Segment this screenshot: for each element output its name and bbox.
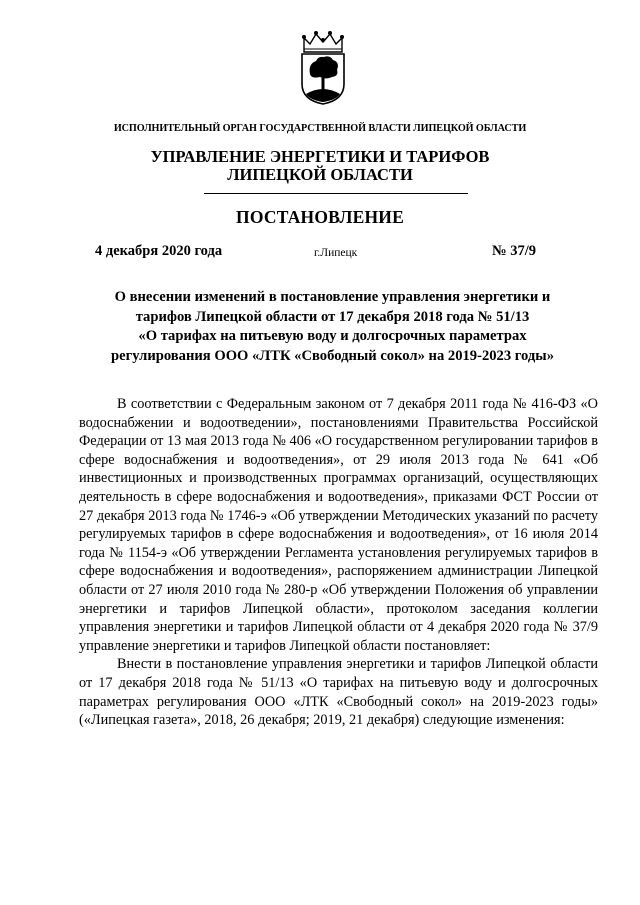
document-number: № 37/9 [492, 243, 536, 259]
document-body [79, 395, 598, 730]
title-line2: тарифов Липецкой области от 17 декабря 2018 года № 51/13 [135, 308, 530, 325]
agency-name-line2: ЛИПЕЦКОЙ ОБЛАСТИ [227, 165, 413, 184]
lipetsk-coat-of-arms-icon [296, 30, 350, 106]
document-date: 4 декабря 2020 года [95, 243, 223, 259]
authority-name: ИСПОЛНИТЕЛЬНЫЙ ОРГАН ГОСУДАРСТВЕННОЙ ВЛАСТИ ЛИПЕЦКОЙ ОБЛАСТИ [113, 123, 527, 134]
agency-name-line1: УПРАВЛЕНИЕ ЭНЕРГЕТИКИ И ТАРИФОВ [150, 147, 490, 166]
document-type: ПОСТАНОВЛЕНИЕ [236, 207, 404, 227]
body-paragraph-preamble: В соответствии с Федеральным законом от 7 декабря 2011 года № 416-ФЗ «О водоснабжении и водоотведении», постановлениями Правительства Российской Федерации от 13 мая 2013 года № 406 «О государственном регулировании тарифов в сфере водоснабжения и водоотведения», от 29 июля 2013 года № 641 «Об инвестиционных и производственных программах организаций, осуществляющих деятельность в сфере водоснабжения и водоотведения», приказами ФСТ России от 27 декабря 2013 года № 1746-э «Об утверждении Методических указаний по расчету регулируемых тарифов в сфере водоснабжения и водоотведения», от 16 июля 2014 года № 1154-э «Об утверждении Регламента установления регулируемых тарифов в сфере водоснабжения и водоотведения», распоряжением администрации Липецкой области от 27 июля 2010 года № 280-р «Об утверждении Положения об управлении энергетики и тарифов Липецкой области», протоколом заседания коллегии управления энергетики и тарифов Липецкой области от 4 декабря 2020 года № 37/9 управление энергетики и тарифов Липецкой области постановляет: [79, 396, 598, 654]
title-line4: регулирования ООО «ЛТК «Свободный сокол» на 2019-2023 годы» [111, 347, 554, 364]
title-line1: О внесении изменений в постановление управления энергетики и [114, 289, 551, 305]
document-city: г.Липецк [314, 247, 358, 259]
agency-name [0, 148, 640, 184]
header-divider [204, 193, 468, 194]
document-title [95, 288, 570, 366]
title-line3: «О тарифах на питьевую воду и долгосрочных параметрах [138, 328, 527, 344]
body-paragraph-amendment: Внести в постановление управления энергетики и тарифов Липецкой области от 17 декабря 2018 года № 51/13 «О тарифах на питьевую воду и долгосрочных параметрах регулирования ООО «ЛТК «Свободный сокол» на 2019-2023 годы» («Липецкая газета», 2018, 26 декабря; 2019, 21 декабря) следующие изменения: [79, 656, 598, 729]
